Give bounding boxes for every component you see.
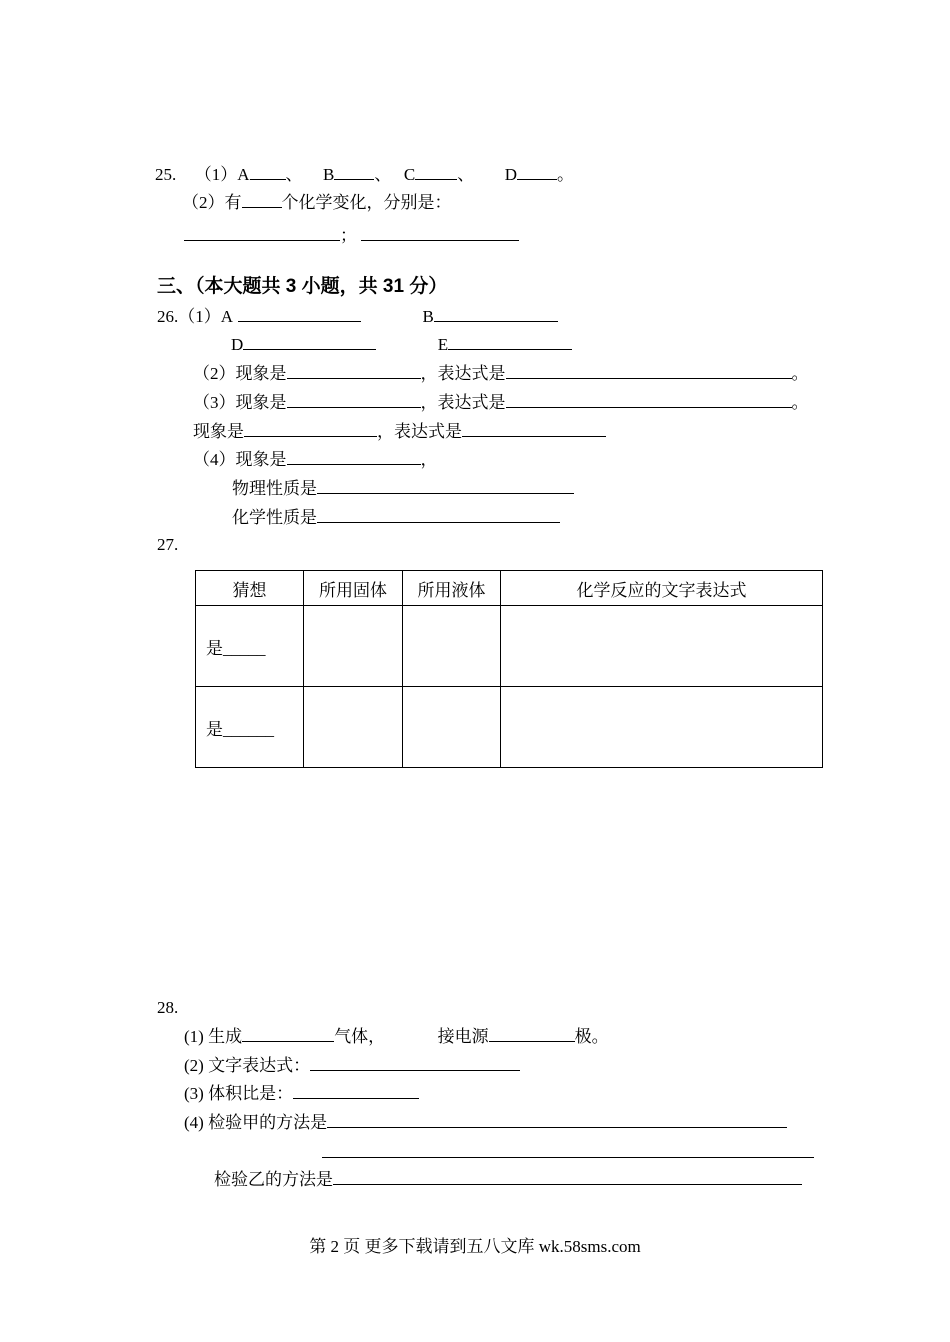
q25-a-blank[interactable] [250,164,286,180]
row2-liquid[interactable] [403,687,501,768]
header-liquid: 所用液体 [403,571,501,606]
q25-sep2: 、 [374,165,392,184]
header-solid: 所用固体 [304,571,403,606]
q26-p2-label: （2）现象是 [193,364,287,383]
q26-p3-end: 。 [791,393,809,412]
q25-b-label: B [323,165,335,184]
q25-part2-prefix: （2）有 [182,193,242,212]
row2-guess[interactable]: 是______ [196,687,304,768]
row1-guess[interactable]: 是_____ [196,606,304,687]
q28-line5 [322,1142,814,1163]
q25-change1-blank[interactable] [184,225,340,241]
q25-sep3: 、 [457,165,475,184]
q26-p3b-expr: ，表达式是 [377,422,462,441]
q27-answer-table [195,570,823,768]
q25-a-label: （1）A [194,165,250,184]
q28-line6 [214,1169,802,1190]
q25-line1 [155,164,574,185]
q25-change2-blank[interactable] [361,225,519,241]
q26-p2-expr: ，表达式是 [420,364,506,383]
table-row [196,687,823,768]
q28-p1-mid2: 接电源 [437,1027,489,1046]
q26-p2-end: 。 [791,364,809,383]
q28-line4 [184,1112,787,1133]
row2-solid[interactable] [304,687,403,768]
table-row [196,606,823,687]
q26-p2-phenomenon-blank[interactable] [287,363,421,379]
q28-p4b-label: 检验乙的方法是 [214,1170,333,1189]
q25-number: 25. [155,165,177,184]
q28-ratio-blank[interactable] [293,1083,419,1099]
q25-d-label: D [504,165,517,184]
q25-end-mark: 。 [557,165,574,184]
q25-line3 [184,225,519,246]
q28-p2-label: (2) 文字表达式： [184,1056,311,1075]
q28-p1-end: 极。 [574,1027,609,1046]
q25-count-blank[interactable] [242,192,282,208]
q26-line5 [193,421,606,442]
q28-p1-mid: 气体， [334,1027,386,1046]
q26-p2-expression-blank[interactable] [506,363,792,379]
q26-line4 [193,392,809,413]
q28-test-a-blank[interactable] [327,1112,787,1128]
q25-c-blank[interactable] [415,164,457,180]
q26-line3 [193,363,809,384]
q26-p3-expression-blank[interactable] [506,392,792,408]
q25-b-blank[interactable] [334,164,374,180]
header-guess: 猜想 [196,571,304,606]
q28-test-b-blank[interactable] [333,1169,802,1185]
q28-p3-label: (3) 体积比是： [184,1084,294,1103]
q26-p4-comma: ， [420,450,438,469]
q26-b-label: B [422,307,434,326]
q26-a-blank[interactable] [238,306,361,322]
table-header-row [196,571,823,606]
q28-gas-blank[interactable] [242,1026,334,1042]
q25-part2-suffix: 个化学变化，分别是： [281,193,452,212]
q25-d-blank[interactable] [517,164,557,180]
q26-e-label: E [437,335,449,354]
q26-e-blank[interactable] [448,334,572,350]
q28-expression-blank[interactable] [310,1055,520,1071]
q26-physical-label: 物理性质是 [232,479,317,498]
q26-p3-expr: ，表达式是 [420,393,506,412]
q26-p3b-label: 现象是 [193,422,244,441]
q28-line3 [184,1083,419,1104]
q26-line1 [157,306,558,327]
q26-p3-label: （3）现象是 [193,393,287,412]
q26-chemical-blank[interactable] [317,507,560,523]
q27-number: 27. [157,535,179,554]
q26-p4-label: （4）现象是 [193,450,287,469]
q25-c-label: C [403,165,416,184]
q26-physical-blank[interactable] [317,478,574,494]
q25-sep1: 、 [285,165,303,184]
q26-line2 [231,334,572,355]
q26-line7 [232,478,574,499]
q26-d-blank[interactable] [243,334,376,350]
q26-p4-phenomenon-blank[interactable] [287,449,421,465]
q25-line2 [182,192,452,213]
q26-p3-phenomenon-blank[interactable] [287,392,421,408]
q25-semicolon: ； [340,226,357,245]
q28-p1-prefix: (1) 生成 [184,1027,243,1046]
q26-chemical-label: 化学性质是 [232,508,317,527]
q28-line1 [184,1026,609,1047]
row1-solid[interactable] [304,606,403,687]
q26-p3b-phenomenon-blank[interactable] [244,421,377,437]
q26-p3b-expression-blank[interactable] [462,421,606,437]
q28-line2 [184,1055,520,1076]
q26-a-label: （1）A [178,307,234,326]
header-expression: 化学反应的文字表达式 [501,571,823,606]
q28-electrode-blank[interactable] [489,1026,575,1042]
row1-expression[interactable] [501,606,823,687]
q28-p4-label: (4) 检验甲的方法是 [184,1113,328,1132]
q28-test-a-blank-2[interactable] [322,1142,814,1158]
page-footer: 第 2 页 更多下载请到五八文库 wk.58sms.com [309,1237,641,1256]
q26-line8 [232,507,560,528]
q26-d-label: D [231,335,244,354]
section3-title: 三、（本大题共 3 小题，共 31 分） [157,276,448,297]
q26-b-blank[interactable] [434,306,558,322]
row1-liquid[interactable] [403,606,501,687]
row2-expression[interactable] [501,687,823,768]
q26-number: 26. [157,307,179,326]
q26-line6 [193,449,438,470]
q28-number: 28. [157,998,179,1017]
